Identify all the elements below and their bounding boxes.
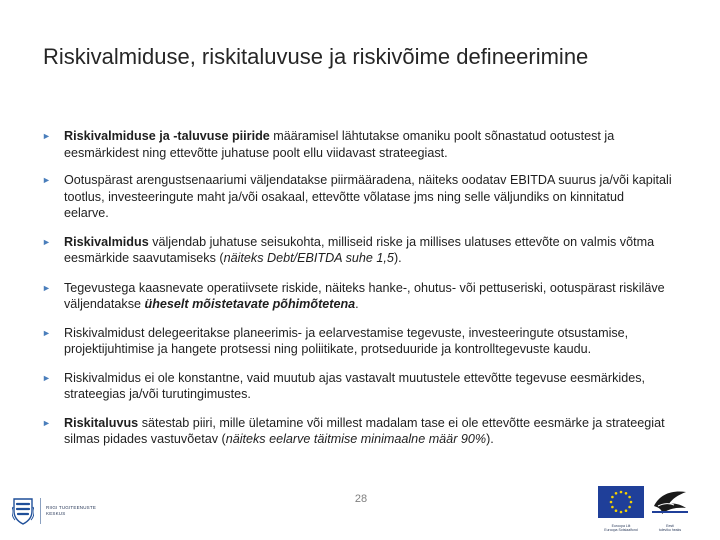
logo-divider [40,498,41,524]
bullet-text: Tegevustega kaasnevate operatiivsete riskide, näiteks hanke-, ohutus- või pettuseriski, ootuspärast riskiläve väljendatakse [64,280,665,311]
triangle-bullet-icon: ► [42,372,51,383]
triangle-bullet-icon: ► [42,417,51,428]
triangle-bullet-icon: ► [42,175,51,185]
bullet-item [42,325,672,358]
bullet-text: Riskivalmidust delegeeritakse planeerimis- ja eelarvestamise tegevuste, investeeringute otsustamise, projektijuhtimise ja hangete protsessi ning poliitikate, protseduuride ja kontrolltegevuste kaudu. [64,325,629,356]
bullet-list [42,128,672,448]
bullet-text-end: . [355,297,359,311]
bullet-text: sätestab piiri, mille ületamine või millest madalam tase ei ole ettevõtte eesmärke ja strateegiat silmas pidades vastuvõetav ( [64,415,665,446]
bullet-item [42,172,672,222]
coat-of-arms-icon [12,497,34,525]
eesti-logo [650,486,690,530]
eesti-caption: Eesti tuleviku heaks [658,524,682,532]
bullet-text: määramisel lähtutakse omaniku poolt sõnastatud ootustest ja eesmärkidest ning ettevõtte juhatuse poolt ellu viidavast strateegiast. [64,129,615,160]
page-number: 28 [354,493,368,505]
bullet-strong: Riskivalmidus [64,234,149,249]
bullet-text: Riskivalmidus ei ole konstantne, vaid muutub ajas vastavalt muutustele ettevõtte tegevuse eesmärkides, strateegias ja/või turutingimustes. [64,370,646,401]
bullet-example: näiteks eelarve täitmise minimaalne määr 90% [225,432,487,446]
bullet-strong: Riskivalmiduse ja -taluvuse piiride [64,129,270,143]
bullet-example: näiteks Debt/EBITDA suhe 1,5 [223,251,394,265]
bullet-item [42,234,672,267]
bullet-emphasis: üheselt mõistetavate põhimõtetena [144,297,356,311]
eu-caption: Euroopa Liit Euroopa Sotsiaalfond [604,524,638,532]
bullet-text: väljendab juhatuse seisukohta, milliseid riske ja millises ulatuses ettevõte on valmis võtma eesmärkide saavutamiseks ( [64,234,655,265]
bullet-text-end: ). [393,251,402,265]
slide-title: Riskivalmiduse, riskitaluvuse ja riskivõime defineerimine [43,44,589,69]
bullet-text: Ootuspärast arengustsenaariumi väljendatakse piirmääradena, näiteks oodatav EBITDA suurus ja/või kapitali tootlus, investeeringute maht ja/või osakaal, ettevõtte võlatase jms ning selle väljundiks on kinnitatud eelarve. [64,173,672,220]
triangle-bullet-icon: ► [42,327,51,338]
triangle-bullet-icon: ► [42,131,51,141]
eu-flag-logo [598,486,644,530]
bullet-text-end: ). [486,432,494,446]
eu-flag-icon [598,486,644,518]
rtk-logo [12,496,102,526]
bullet-item [42,415,672,448]
swallow-icon [650,486,690,518]
bullet-strong: Riskitaluvus [64,415,139,430]
rtk-logo-text: RIIGI TUGITEENUSTE KESKUS [46,505,97,516]
bullet-item [42,128,672,161]
triangle-bullet-icon: ► [42,282,51,293]
bullet-item [42,280,672,313]
bullet-item [42,370,672,403]
triangle-bullet-icon: ► [42,236,51,247]
